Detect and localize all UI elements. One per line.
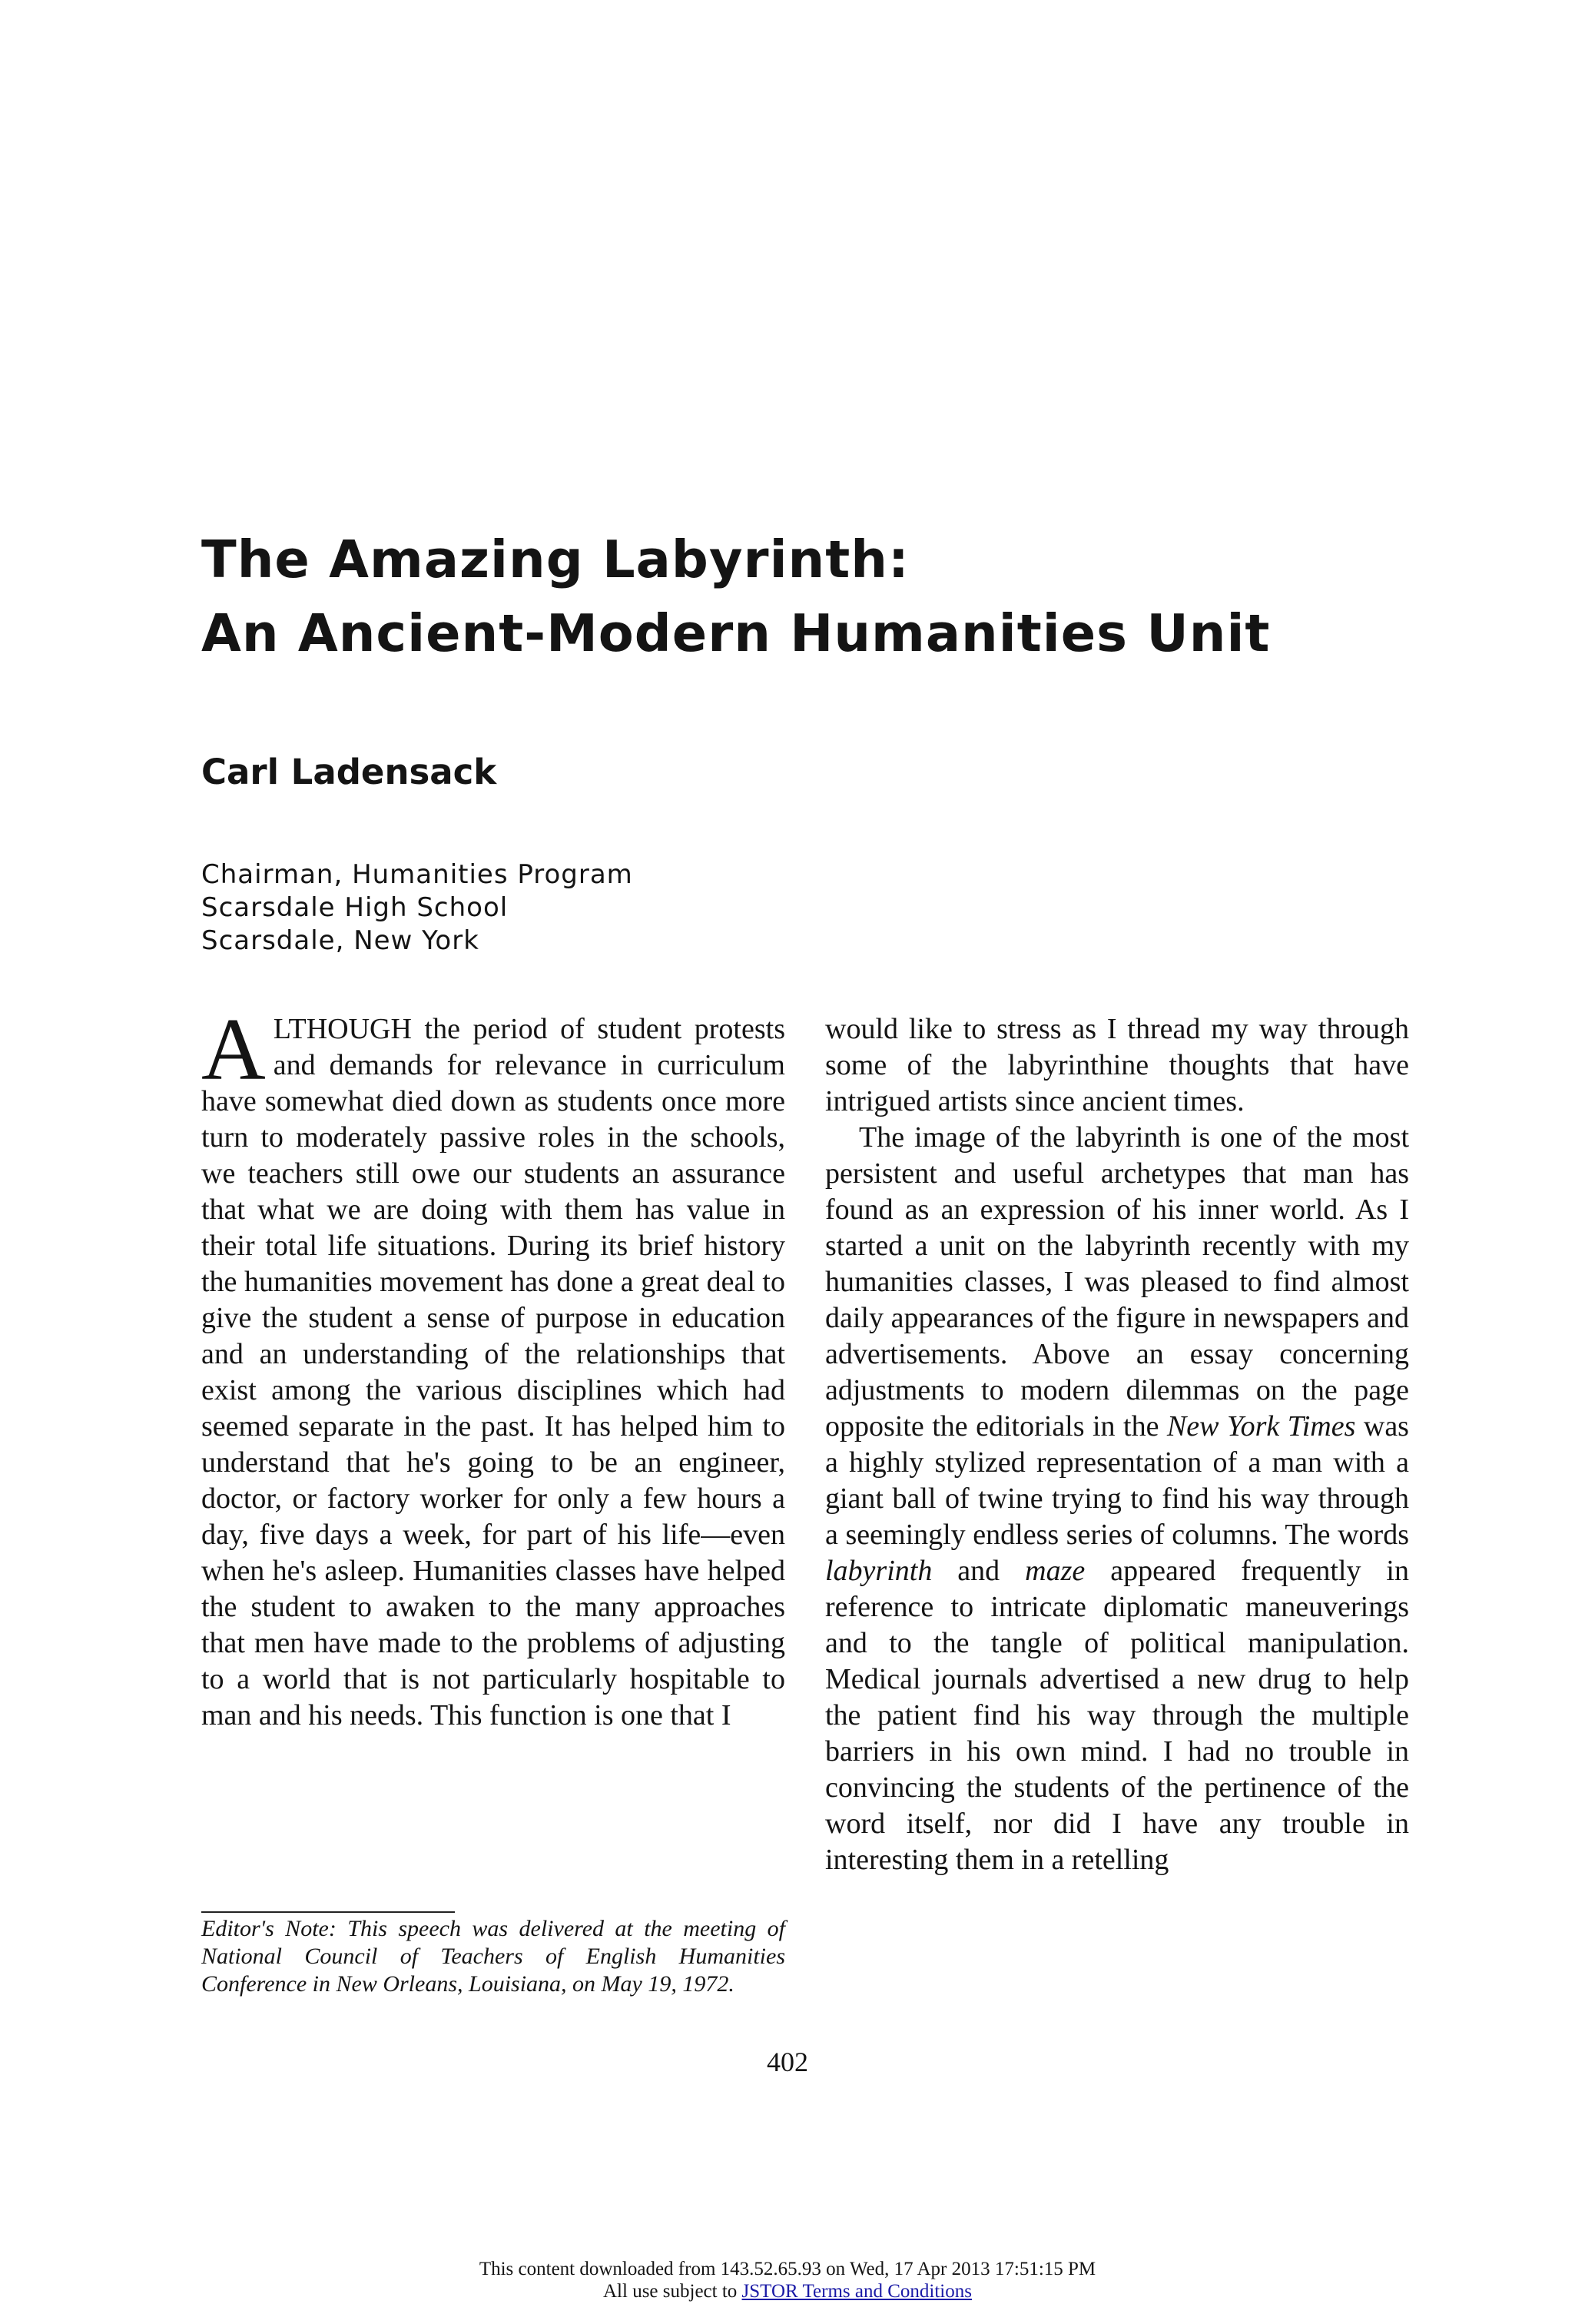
affiliation-line: Scarsdale High School [201, 892, 509, 923]
body-column-left [201, 1001, 785, 1734]
footer-prefix: All use subject to [603, 2281, 742, 2302]
article-title [201, 523, 1354, 670]
publication-title: New York Times [1166, 1410, 1356, 1443]
paragraph-text: and [932, 1555, 1026, 1587]
title-line-2: An Ancient-Modern Humanities Unit [201, 603, 1271, 663]
body-paragraph: would like to stress as I thread my way through some of the labyrinthine thoughts that have intrigued artists since ancient times. [825, 1013, 1409, 1117]
emphasized-word: labyrinth [825, 1555, 933, 1587]
affiliation-line: Scarsdale, New York [201, 925, 479, 956]
body-paragraph [825, 1120, 1409, 1878]
body-paragraph [201, 1001, 785, 1734]
footer-terms-line [0, 2280, 1575, 2302]
drop-cap: A [201, 1001, 266, 1099]
download-footer [0, 2258, 1575, 2302]
paragraph-text: The image of the labyrinth is one of the most persistent and useful archetypes that man has found as an expression of his inner world. As I started a unit on the labyrinth recently with my humanities classes, I was pleased to find almost daily appearances of the figure in newspapers and advertisements. Above an essay concerning adjustments to modern dilemmas on the page opposite the editorials in the [825, 1121, 1409, 1443]
paragraph-text: LTHOUGH the period of student protests and demands for relevance in curriculum have somewhat died down as students once more turn to moderately passive roles in the schools, we teachers still owe our students an assurance that what we are doing with them has value in their total life situations. During its brief history the humanities movement has done a great deal to give the student a sense of purpose in education and an understanding of the relationships that exist among the various disciplines which had seemed separate in the past. It has helped him to understand that he's going to be an engineer, doctor, or factory worker for only a few hours a day, five days a week, for part of his life—even when he's asleep. Humanities classes have helped the student to awaken to the many approaches that men have made to the problems of adjusting to a world that is not particularly hospitable to man and his needs. This function is one that I [201, 1013, 785, 1731]
author-name: Carl Ladensack [201, 752, 497, 792]
paragraph-text: was a highly stylized representation of a man with a giant ball of twine trying to find his way through a seemingly endless series of columns. The words [825, 1410, 1409, 1551]
body-column-right [825, 1011, 1409, 1878]
editor-note: Editor's Note: This speech was delivered at the meeting of National Council of Teachers of English Humanities Conference in New Orleans, Louisiana, on May 19, 1972. [201, 1916, 785, 1997]
affiliation-line: Chairman, Humanities Program [201, 859, 633, 890]
paragraph-text: appeared frequently in reference to intricate diplomatic maneuverings and to the tangle of political manipulation. Medical journals advertised a new drug to help the patient find his way through the multiple barriers in his own mind. I had no trouble in convincing the students of the pertinence of the word itself, nor did I have any trouble in interesting them in a retelling [825, 1555, 1409, 1876]
footer-download-line: This content downloaded from 143.52.65.93 on Wed, 17 Apr 2013 17:51:15 PM [479, 2259, 1096, 2279]
emphasized-word: maze [1025, 1555, 1086, 1587]
jstor-terms-link[interactable]: JSTOR Terms and Conditions [741, 2281, 972, 2302]
footnote-divider [201, 1911, 455, 1913]
title-line-1: The Amazing Labyrinth: [201, 530, 910, 589]
page-number: 402 [767, 2047, 808, 2077]
author-affiliation [201, 858, 633, 958]
